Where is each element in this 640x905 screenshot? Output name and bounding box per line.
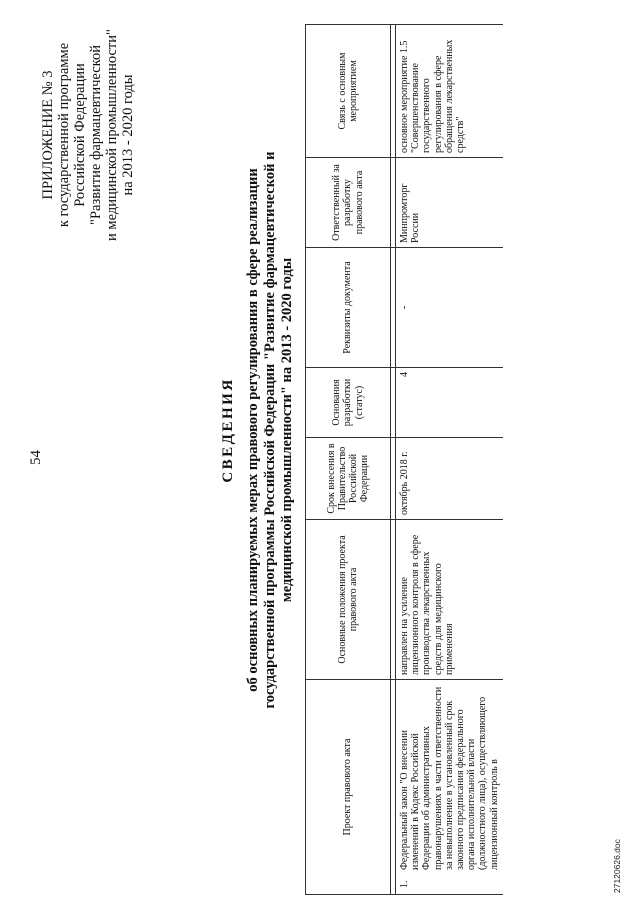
file-name: 27120626.doc bbox=[612, 839, 622, 893]
row-number: 1. bbox=[399, 880, 410, 888]
col-header-link: Связь с основным мероприятием bbox=[306, 25, 391, 158]
col-header-responsible: Ответственный за разработку правового акта bbox=[306, 158, 391, 248]
document-title: СВЕДЕНИЯ bbox=[220, 377, 236, 483]
document-subtitle: об основных планируемых мерах правового регулирования в сфере реализации государственной программы Российской Федерации "Развитие фармацевтической и медицинской промышленности" на 2013 - 2020 годы bbox=[245, 151, 295, 709]
cell-deadline: октябрь 2018 г. bbox=[396, 438, 503, 520]
col-header-requisites: Реквизиты документа bbox=[306, 248, 391, 368]
document-heading bbox=[220, 130, 296, 730]
cell-requisites: - bbox=[396, 248, 503, 368]
cell-responsible: Минпромторг России bbox=[396, 158, 503, 248]
appendix-line: Российской Федерации bbox=[72, 63, 88, 207]
table-header-row bbox=[306, 25, 391, 895]
col-header-deadline: Срок внесения в Правительство Российской Федерации bbox=[306, 438, 391, 520]
appendix-line: ПРИЛОЖЕНИЕ № 3 bbox=[40, 70, 56, 200]
project-text: Федеральный закон "О внесении изменений в Кодекс Российской Федерации об административных правонарушениях в части ответственности за невыполнение в установленный срок законного предписания федерального органа исполнительной власти (должностного лица), осуществляющего лицензионный контроль в bbox=[399, 686, 500, 870]
col-header-project: Проект правового акта bbox=[306, 680, 391, 895]
appendix-block bbox=[40, 15, 136, 255]
cell-project bbox=[396, 680, 503, 895]
cell-link: основное мероприятие 1.5 "Совершенствование государственного регулирования в сфере обращения лекарственных средств" bbox=[396, 25, 503, 158]
appendix-line: к государственной программе bbox=[56, 42, 72, 228]
cell-provisions: направлен на усиление лицензионного контроля в сфере производства лекарственных средств для медицинского применения bbox=[396, 520, 503, 680]
col-header-basis: Основания разработки (статус) bbox=[306, 368, 391, 438]
cell-basis: 4 bbox=[396, 368, 503, 438]
col-header-provisions: Основные положения проекта правового акта bbox=[306, 520, 391, 680]
appendix-line: и медицинской промышленности" bbox=[104, 29, 120, 241]
appendix-line: на 2013 - 2020 годы bbox=[120, 74, 136, 196]
table-row bbox=[396, 25, 503, 895]
appendix-line: "Развитие фармацевтической bbox=[88, 45, 104, 225]
page-number: 54 bbox=[28, 450, 44, 465]
legal-acts-table bbox=[305, 24, 503, 895]
